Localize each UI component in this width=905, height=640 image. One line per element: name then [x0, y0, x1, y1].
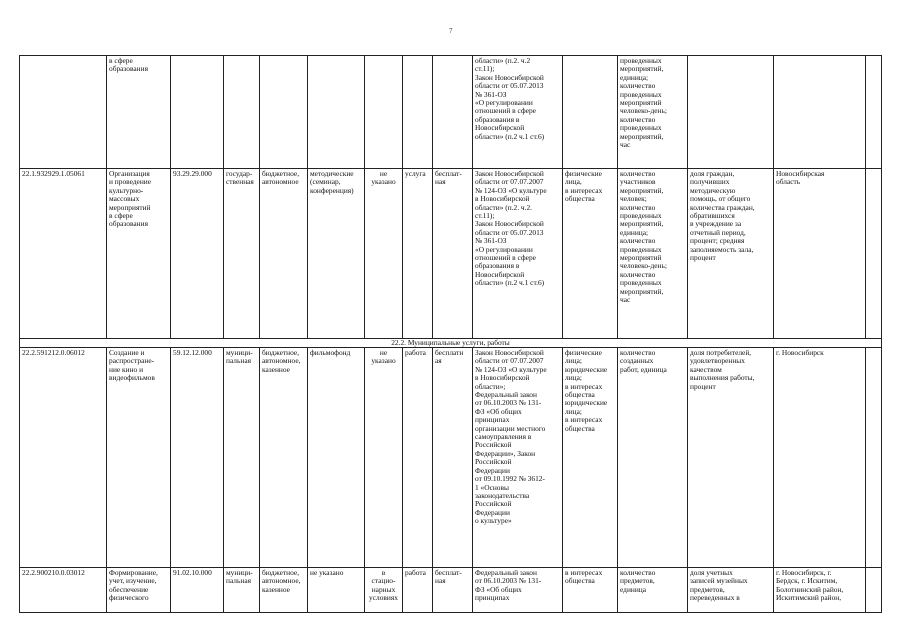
- cell-service-name: Организация и проведение культурно- массовых мероприятий в сфере образования: [107, 169, 171, 339]
- cell-quality-indicators: доля учетных записей музейных предметов, переведенных в: [688, 568, 774, 613]
- table-row: [20, 348, 882, 568]
- cell-service-name: Формирование, учет, изучение, обеспечение физического: [107, 568, 171, 613]
- cell-consumers: в интересах общества: [563, 568, 618, 613]
- cell-okved-code: 93.29.29.000: [171, 169, 224, 339]
- cell-conditions: не указано: [365, 348, 403, 568]
- cell-institution-type: бюджетное, автономное, казенное: [260, 568, 308, 613]
- cell-consumers: физические лица; юридические лица; в интересах общества юридические лица; в интересах общества: [563, 348, 618, 568]
- cell-volume-indicators: проведенных мероприятий, единица; количество проведенных мероприятий человеко-день; количество проведенных мероприятий, час: [618, 56, 688, 169]
- cell-volume-indicators: количество предметов, единица: [618, 568, 688, 613]
- cell-conditions: [365, 56, 403, 169]
- table-row: [20, 56, 882, 169]
- cell-legal-basis: Федеральный закон от 06.10.2003 № 131- ФЗ «Об общих принципах: [473, 568, 563, 613]
- cell-content: фильмофонд: [308, 348, 365, 568]
- cell-kind: [403, 56, 433, 169]
- cell-content: [308, 56, 365, 169]
- cell-extra: [866, 568, 882, 613]
- cell-quality-indicators: [688, 56, 774, 169]
- cell-registry-code: 22.2.591212.0.06012: [20, 348, 107, 568]
- cell-territory: г. Новосибирск: [774, 348, 866, 568]
- table-row: [20, 169, 882, 339]
- cell-service-name: в сфере образования: [107, 56, 171, 169]
- cell-territory: г. Новосибирск, г. Бердск, г. Искитим, Болотнинский район, Искитимский район,: [774, 568, 866, 613]
- table-row: [20, 568, 882, 613]
- cell-consumers: [563, 56, 618, 169]
- cell-legal-basis: области» (п.2. ч.2 ст.11); Закон Новосибирской области от 05.07.2013 № 361-ОЗ «О регулировании отношений в сфере образования в Новосибирской области» (п.2 ч.1 ст.6): [473, 56, 563, 169]
- cell-territory: [774, 56, 866, 169]
- cell-kind: услуга: [403, 169, 433, 339]
- cell-payment: бесплат- ная: [433, 568, 473, 613]
- cell-conditions: в стацио- нарных условиях: [365, 568, 403, 613]
- cell-territory: Новосибирская область: [774, 169, 866, 339]
- cell-institution-type: [260, 56, 308, 169]
- cell-payment: бесплат- ная: [433, 169, 473, 339]
- cell-service-level: государ- ственная: [224, 169, 260, 339]
- cell-institution-type: бюджетное, автономное: [260, 169, 308, 339]
- section-title: 22.2. Муниципальные услуги, работы: [20, 339, 882, 348]
- cell-quality-indicators: доля граждан, получивших методическую помощь, от общего количества граждан, обратившихся в учреждение за отчетный период, процент; средняя заполняемость зала, процент: [688, 169, 774, 339]
- cell-volume-indicators: количество созданных работ, единица: [618, 348, 688, 568]
- cell-payment: бесплатн ая: [433, 348, 473, 568]
- cell-volume-indicators: количество участников мероприятий, человек; количество проведенных мероприятий, единица; количество проведенных мероприятий человеко-день; количество проведенных мероприятий, час: [618, 169, 688, 339]
- cell-consumers: физические лица, в интересах общества: [563, 169, 618, 339]
- cell-kind: работа: [403, 568, 433, 613]
- page-number: 7: [449, 27, 453, 35]
- cell-legal-basis: Закон Новосибирской области от 07.07.2007 № 124-ОЗ «О культуре в Новосибирской области»; Федеральный закон от 06.10.2003 № 131- ФЗ «Об общих принципах организации местного самоуправления в Российской Федерации», Закон Российской Федерации от 09.10.1992 № 3612- 1 «Основы законодательства Российской Федерации о культуре»: [473, 348, 563, 568]
- cell-payment: [433, 56, 473, 169]
- cell-extra: [866, 169, 882, 339]
- cell-legal-basis: Закон Новосибирской области от 07.07.2007 № 124-ОЗ «О культуре в Новосибирской области» (п.2. ч.2. ст.11); Закон Новосибирской области от 05.07.2013 № 361-ОЗ «О регулировании отношений в сфере образования в Новосибирской области» (п.2 ч.1 ст.6): [473, 169, 563, 339]
- cell-institution-type: бюджетное, автономное, казенное: [260, 348, 308, 568]
- cell-quality-indicators: доля потребителей, удовлетворенных качеством выполнения работы, процент: [688, 348, 774, 568]
- section-row: [20, 339, 882, 348]
- cell-registry-code: 22.1.932929.1.05061: [20, 169, 107, 339]
- cell-okved-code: [171, 56, 224, 169]
- cell-registry-code: 22.2.900210.0.03012: [20, 568, 107, 613]
- cell-extra: [866, 348, 882, 568]
- cell-okved-code: 59.12.12.000: [171, 348, 224, 568]
- cell-service-level: [224, 56, 260, 169]
- cell-content: методические (семинар, конференция): [308, 169, 365, 339]
- cell-service-level: муници- пальная: [224, 348, 260, 568]
- cell-content: не указано: [308, 568, 365, 613]
- cell-service-name: Создание и распростране- ние кино и видеофильмов: [107, 348, 171, 568]
- cell-service-level: муници- пальная: [224, 568, 260, 613]
- cell-okved-code: 91.02.10.000: [171, 568, 224, 613]
- cell-registry-code: [20, 56, 107, 169]
- cell-extra: [866, 56, 882, 169]
- cell-conditions: не указано: [365, 169, 403, 339]
- cell-kind: работа: [403, 348, 433, 568]
- services-register-table: [19, 55, 882, 613]
